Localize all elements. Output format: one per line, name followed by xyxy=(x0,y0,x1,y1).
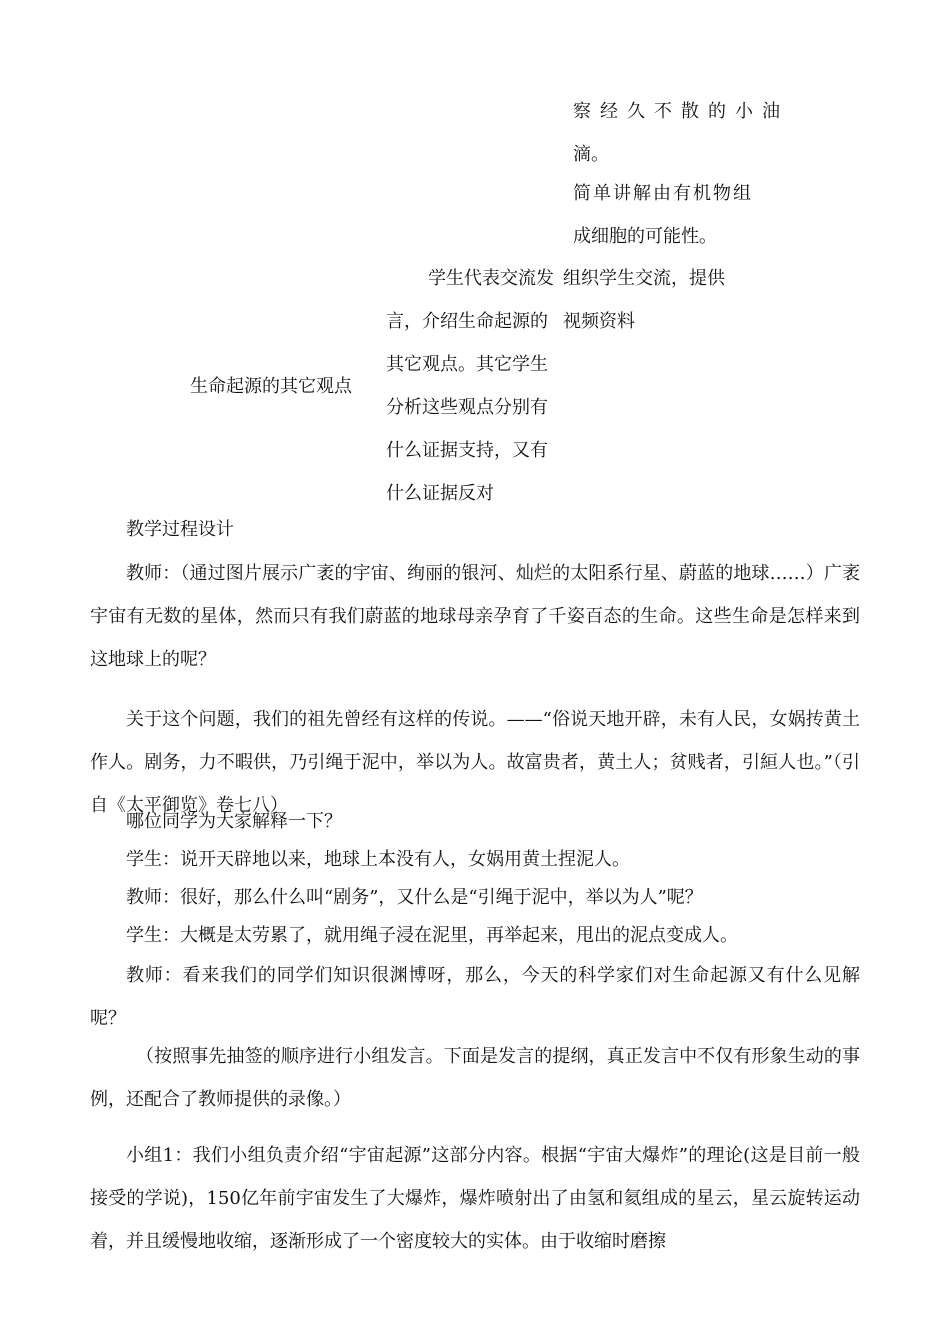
table-cell-text: 视频资料 xyxy=(563,311,635,332)
paragraph: 哪位同学为大家解释一下？ xyxy=(126,811,342,832)
table-cell-text: 其它观点。其它学生 xyxy=(386,354,548,375)
paragraph: （按照事先抽签的顺序进行小组发言。下面是发言的提纲，真正发言中不仅有形象生动的事例，还配合了教师提供的录像。） xyxy=(90,1046,860,1110)
table-cell-text: 成细胞的可能性。 xyxy=(573,226,717,247)
table-cell-text: 学生代表交流发 xyxy=(428,268,554,289)
paragraph: 学生：说开天辟地以来，地球上本没有人，女娲用黄土捏泥人。 xyxy=(126,849,630,870)
table-row-topic: 生命起源的其它观点 xyxy=(190,376,352,397)
paragraph: 关于这个问题，我们的祖先曾经有这样的传说。——“俗说天地开辟，未有人民，女娲抟黄土作人。剧务，力不暇供，乃引绳于泥中，举以为人。故富贵者，黄土人；贫贱者，引絙人也。”（引自《太平御览》卷七八） xyxy=(90,709,860,816)
table-cell-text: 言，介绍生命起源的 xyxy=(386,311,548,332)
table-cell-text: 什么证据反对 xyxy=(386,483,494,504)
table-cell-text: 滴。 xyxy=(573,144,609,165)
paragraph: 小组1：我们小组负责介绍“宇宙起源”这部分内容。根据“宇宙大爆炸”的理论(这是目前一般接受的学说)，150亿年前宇宙发生了大爆炸，爆炸喷射出了由氢和氦组成的星云，星云旋转运动着，并且缓慢地收缩，逐渐形成了一个密度较大的实体。由于收缩时磨擦 xyxy=(90,1145,860,1252)
paragraph: 教师：看来我们的同学们知识很渊博呀，那么，今天的科学家们对生命起源又有什么见解呢？ xyxy=(90,965,860,1029)
table-cell-text: 什么证据支持，又有 xyxy=(386,440,548,461)
table-cell-text: 分析这些观点分别有 xyxy=(386,397,548,418)
section-title: 教学过程设计 xyxy=(126,519,234,540)
paragraph: 学生：大概是太劳累了，就用绳子浸在泥里，再举起来，甩出的泥点变成人。 xyxy=(126,925,738,946)
paragraph: 教师：很好，那么什么叫“剧务”，又什么是“引绳于泥中，举以为人”呢？ xyxy=(126,887,703,908)
table-cell-text: 察经久不散的小油 xyxy=(573,101,789,122)
table-cell-text: 组织学生交流，提供 xyxy=(563,268,725,289)
table-cell-text: 简单讲解由有机物组 xyxy=(573,183,753,204)
paragraph: 教师：（通过图片展示广袤的宇宙、绚丽的银河、灿烂的太阳系行星、蔚蓝的地球……）广袤宇宙有无数的星体，然而只有我们蔚蓝的地球母亲孕育了千姿百态的生命。这些生命是怎样来到这地球上的呢？ xyxy=(90,563,860,670)
